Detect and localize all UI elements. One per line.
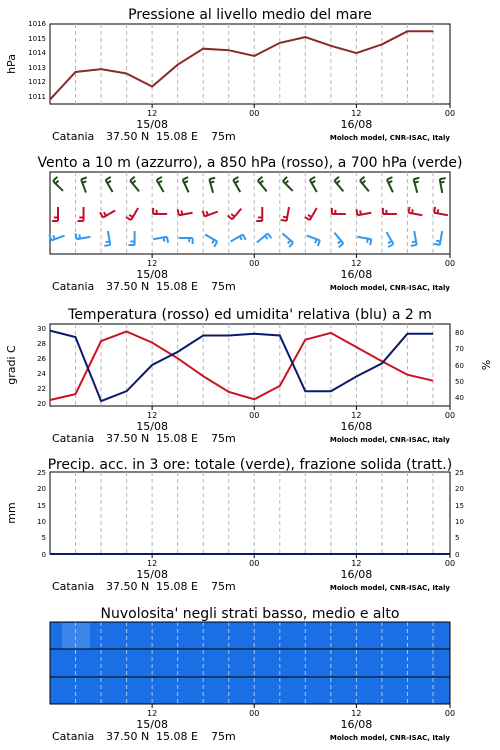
pressure-point xyxy=(100,68,102,70)
precip-x-axis xyxy=(52,554,455,593)
date-label: 16/08 xyxy=(340,718,373,731)
barb-feather xyxy=(53,235,54,239)
barb-feather xyxy=(440,182,444,183)
barb-feather xyxy=(164,237,165,241)
barb-feather xyxy=(409,207,410,213)
x-tick-label: 12 xyxy=(147,411,158,420)
temperature-ytick: 30 xyxy=(37,325,46,333)
wind-grid xyxy=(76,172,433,254)
x-tick-label: 12 xyxy=(147,109,158,118)
site-lon: 15.08 E xyxy=(156,730,198,743)
barb-feather xyxy=(130,177,135,181)
precip-ytick-right: 25 xyxy=(455,469,464,477)
barb-feather xyxy=(360,177,365,181)
pressure-point xyxy=(407,30,409,32)
wind-barb-10-m xyxy=(434,231,442,245)
temperature-ytick: 26 xyxy=(37,355,46,363)
wind-barb-700-hpa xyxy=(157,177,164,192)
wind-barb-700-hpa xyxy=(334,177,343,192)
wind-barb-850-hpa xyxy=(52,207,58,221)
pressure-point xyxy=(381,44,383,46)
site-alt: 75m xyxy=(211,280,236,293)
barb-feather xyxy=(360,210,361,214)
wind-barb-700-hpa xyxy=(258,177,267,192)
precip-ytick-right: 10 xyxy=(455,518,464,526)
barb-feather xyxy=(158,181,162,183)
x-tick-label: 00 xyxy=(444,559,456,568)
humidity-ytick: 50 xyxy=(455,378,464,386)
wind-barb-850-hpa xyxy=(281,207,289,221)
site-lon: 15.08 E xyxy=(156,280,198,293)
cloud-cover-fill xyxy=(50,622,450,704)
pressure-point xyxy=(202,48,204,50)
date-label: 15/08 xyxy=(136,118,168,131)
barb-feather xyxy=(126,217,131,220)
wind-barb-850-hpa xyxy=(126,208,138,220)
wind-barb-700-hpa xyxy=(414,178,420,193)
barb-feather xyxy=(178,209,179,215)
wind-barb-10-m xyxy=(129,231,135,245)
temperature-x-axis xyxy=(52,406,455,445)
barb-feather xyxy=(106,241,110,242)
barb-feather xyxy=(82,181,86,182)
pressure-point xyxy=(126,73,128,75)
pressure-point xyxy=(151,86,153,88)
barb-feather xyxy=(233,177,238,180)
pressure-title: Pressione al livello medio del mare xyxy=(128,7,372,23)
precip-ytick: 20 xyxy=(37,485,46,493)
pressure-point xyxy=(356,52,358,54)
wind-barb-10-m xyxy=(231,235,246,242)
barb-feather xyxy=(283,217,287,218)
wind-title: Vento a 10 m (azzurro), a 850 hPa (rosso), a 700 hPa (verde) xyxy=(37,155,463,171)
barb-shaft xyxy=(414,231,416,245)
barb-shaft xyxy=(205,235,217,242)
barb-feather xyxy=(167,237,168,243)
barb-feather xyxy=(337,181,340,184)
barb-feather xyxy=(209,178,215,180)
barb-feather xyxy=(281,220,287,221)
barb-feather xyxy=(414,178,420,180)
barb-shaft xyxy=(283,181,293,191)
precip-y-ticks-right xyxy=(455,469,464,559)
wind-barb-850-hpa xyxy=(305,208,317,220)
barb-feather xyxy=(285,181,288,184)
x-tick-label: 00 xyxy=(249,259,260,268)
wind-barb-850-hpa xyxy=(256,207,262,221)
date-label: 15/08 xyxy=(136,268,168,281)
barb-feather xyxy=(367,239,368,243)
temperature-ytick: 24 xyxy=(37,370,46,378)
date-label: 15/08 xyxy=(136,420,168,433)
wind-barb-700-hpa xyxy=(209,178,215,193)
barb-feather xyxy=(100,212,103,217)
barb-feather xyxy=(438,209,439,213)
wind-barb-10-m xyxy=(49,235,64,241)
site-lat: 37.50 N xyxy=(106,580,150,593)
pressure-ytick: 1015 xyxy=(28,35,46,43)
barb-feather xyxy=(308,215,312,217)
site-name: Catania xyxy=(52,432,95,445)
barb-feather xyxy=(106,177,111,180)
barb-feather xyxy=(107,181,111,183)
barb-feather xyxy=(362,181,365,184)
site-lat: 37.50 N xyxy=(106,130,150,143)
precip-ytick-right: 15 xyxy=(455,502,464,510)
model-credit: Moloch model, CNR-ISAC, Italy xyxy=(329,734,450,742)
wind-barb-10-m xyxy=(411,231,417,246)
wind-barb-850-hpa xyxy=(332,208,346,214)
barb-feather xyxy=(283,177,287,181)
barb-shaft xyxy=(179,213,193,215)
wind-barb-10-m xyxy=(334,233,343,248)
site-lon: 15.08 E xyxy=(156,580,198,593)
barb-feather xyxy=(412,241,416,242)
wind-barb-700-hpa xyxy=(53,177,63,191)
barb-feather xyxy=(157,177,162,180)
x-tick-label: 00 xyxy=(249,709,260,718)
barb-feather xyxy=(412,209,413,213)
x-tick-label: 00 xyxy=(444,259,456,268)
date-label: 15/08 xyxy=(136,718,168,731)
date-label: 16/08 xyxy=(340,420,373,433)
barb-shaft xyxy=(409,213,423,215)
barb-feather xyxy=(288,240,291,243)
wind-barb-10-m xyxy=(179,238,193,244)
pressure-y-ticks xyxy=(28,20,46,101)
site-lon: 15.08 E xyxy=(156,432,198,445)
wind-barb-700-hpa xyxy=(233,177,240,192)
barb-shaft xyxy=(232,209,241,220)
barb-feather xyxy=(104,212,106,216)
barb-shaft xyxy=(357,237,371,239)
barb-feather xyxy=(388,244,393,247)
wind-barb-850-hpa xyxy=(100,211,115,218)
x-tick-label: 12 xyxy=(351,559,362,568)
barb-feather xyxy=(104,245,110,246)
precip-panel xyxy=(5,457,464,593)
barb-shaft xyxy=(287,207,289,221)
barb-feather xyxy=(214,242,217,247)
pressure-point xyxy=(305,36,307,38)
precip-ytick: 25 xyxy=(37,469,46,477)
temperature-y-ticks xyxy=(37,325,46,408)
site-name: Catania xyxy=(52,280,95,293)
date-label: 16/08 xyxy=(340,568,373,581)
pressure-point xyxy=(279,42,281,44)
pressure-point xyxy=(330,45,332,47)
site-lon: 15.08 E xyxy=(156,130,198,143)
barb-shaft xyxy=(153,237,167,239)
site-name: Catania xyxy=(52,580,95,593)
pressure-grid xyxy=(76,24,433,104)
site-alt: 75m xyxy=(211,730,236,743)
barb-feather xyxy=(53,177,57,181)
barb-shaft xyxy=(108,231,110,245)
barb-feather xyxy=(79,234,80,238)
pressure-point xyxy=(253,55,255,57)
pressure-x-axis xyxy=(52,104,455,143)
precip-title: Precip. acc. in 3 ore: totale (verde), frazione solida (tratt.) xyxy=(47,457,453,473)
date-label: 15/08 xyxy=(136,568,168,581)
barb-feather xyxy=(434,207,435,213)
temperature-series xyxy=(50,331,433,402)
barb-shaft xyxy=(53,181,63,191)
cloud-x-axis xyxy=(52,704,455,743)
wind-barb-700-hpa xyxy=(183,177,189,192)
barb-shaft xyxy=(307,236,320,241)
barb-shaft xyxy=(434,213,448,215)
site-alt: 75m xyxy=(211,432,236,445)
barb-feather xyxy=(310,177,315,180)
barb-feather xyxy=(129,215,133,217)
barb-shaft xyxy=(77,237,91,239)
pressure-series xyxy=(49,30,434,100)
site-lat: 37.50 N xyxy=(106,432,150,445)
barb-feather xyxy=(388,181,392,183)
barb-feather xyxy=(370,239,371,245)
x-tick-label: 12 xyxy=(351,709,362,718)
wind-barb-850-hpa xyxy=(153,208,167,214)
pressure-ytick: 1014 xyxy=(28,49,46,57)
x-tick-label: 12 xyxy=(351,259,362,268)
wind-barb-700-hpa xyxy=(440,178,446,193)
model-credit: Moloch model, CNR-ISAC, Italy xyxy=(329,284,450,292)
precip-plot-frame xyxy=(50,472,450,554)
model-credit: Moloch model, CNR-ISAC, Italy xyxy=(329,436,450,444)
wind-barb-10-m xyxy=(307,236,320,246)
barb-feather xyxy=(181,210,182,214)
x-tick-label: 12 xyxy=(351,411,362,420)
pressure-ytick: 1013 xyxy=(28,64,46,72)
wind-barb-850-hpa xyxy=(203,211,218,217)
humidity-y-ticks xyxy=(455,329,464,402)
barb-feather xyxy=(415,182,419,183)
barb-feather xyxy=(184,181,188,183)
cloud-title: Nuvolosita' negli strati basso, medio e alto xyxy=(100,606,400,622)
precip-ytick: 15 xyxy=(37,502,46,510)
temperature-panel xyxy=(5,307,493,445)
pressure-point xyxy=(49,99,51,101)
barb-shaft xyxy=(357,213,371,215)
model-credit: Moloch model, CNR-ISAC, Italy xyxy=(329,134,450,142)
barb-shaft xyxy=(282,234,293,243)
humidity-ylabel: % xyxy=(480,359,493,371)
pressure-point xyxy=(228,49,230,51)
barb-feather xyxy=(338,241,341,244)
x-tick-label: 00 xyxy=(249,559,260,568)
site-name: Catania xyxy=(52,730,95,743)
barb-feather xyxy=(315,239,316,243)
wind-barb-700-hpa xyxy=(81,177,87,192)
humidity-ytick: 60 xyxy=(455,362,464,370)
barb-feather xyxy=(334,177,339,181)
barb-feather xyxy=(356,209,357,215)
wind-barb-700-hpa xyxy=(360,177,369,192)
pressure-ytick: 1016 xyxy=(28,20,46,28)
wind-panel xyxy=(37,155,462,293)
precip-ytick-right: 0 xyxy=(455,551,460,559)
wind-barb-850-hpa xyxy=(434,207,448,215)
barb-feather xyxy=(243,235,246,240)
precip-ytick-right: 5 xyxy=(455,534,460,542)
wind-barb-10-m xyxy=(282,234,293,248)
x-tick-label: 00 xyxy=(444,109,456,118)
barb-feather xyxy=(411,245,417,246)
wind-barbs xyxy=(49,177,448,247)
barb-feather xyxy=(210,182,214,183)
wind-barb-850-hpa xyxy=(228,209,242,220)
barb-feather xyxy=(387,177,392,180)
barb-feather xyxy=(265,236,268,239)
wind-barb-10-m xyxy=(104,231,110,246)
barb-feather xyxy=(258,177,263,181)
precip-y-ticks xyxy=(37,469,46,559)
barb-feather xyxy=(268,234,272,239)
barb-shaft xyxy=(310,208,317,220)
barb-feather xyxy=(260,181,263,184)
temperature-ylabel: gradi C xyxy=(5,345,18,385)
barb-feather xyxy=(434,244,440,245)
temperature-ytick: 28 xyxy=(37,340,46,348)
barb-feather xyxy=(240,236,242,240)
barb-feather xyxy=(388,241,392,243)
barb-feather xyxy=(56,181,59,184)
barb-shaft xyxy=(440,231,442,245)
humidity-ytick: 40 xyxy=(455,394,464,402)
barb-feather xyxy=(206,211,207,215)
site-lat: 37.50 N xyxy=(106,280,150,293)
site-name: Catania xyxy=(52,130,95,143)
precip-ytick-right: 20 xyxy=(455,485,464,493)
x-tick-label: 12 xyxy=(147,709,158,718)
pressure-panel xyxy=(5,7,455,143)
wind-barb-10-m xyxy=(357,237,371,245)
wind-barb-850-hpa xyxy=(409,207,423,215)
barb-feather xyxy=(289,242,293,247)
precip-ytick: 5 xyxy=(41,534,46,542)
x-tick-label: 12 xyxy=(147,259,158,268)
humidity-line xyxy=(50,331,433,402)
barb-feather xyxy=(436,241,440,242)
x-tick-label: 12 xyxy=(351,109,362,118)
barb-feather xyxy=(81,177,87,179)
barb-feather xyxy=(339,243,344,247)
site-alt: 75m xyxy=(211,580,236,593)
wind-barb-10-m xyxy=(76,233,91,239)
site-alt: 75m xyxy=(211,130,236,143)
barb-feather xyxy=(212,240,214,244)
temperature-title: Temperatura (rosso) ed umidita' relativa (blu) a 2 m xyxy=(68,307,432,323)
pressure-ytick: 1012 xyxy=(28,78,46,86)
humidity-ytick: 80 xyxy=(455,329,464,337)
temperature-ytick: 20 xyxy=(37,400,46,408)
wind-barb-700-hpa xyxy=(387,177,393,192)
x-tick-label: 00 xyxy=(444,709,456,718)
pressure-ylabel: hPa xyxy=(5,54,18,74)
x-tick-label: 00 xyxy=(249,109,260,118)
wind-barb-850-hpa xyxy=(356,209,371,215)
wind-barb-10-m xyxy=(386,232,393,247)
wind-barb-850-hpa xyxy=(383,208,397,214)
wind-barb-850-hpa xyxy=(178,209,193,215)
precip-grid xyxy=(76,472,433,554)
barb-feather xyxy=(235,181,239,183)
barb-shaft xyxy=(131,208,138,220)
barb-feather xyxy=(305,217,310,220)
wind-barb-10-m xyxy=(205,235,217,247)
precip-ytick: 10 xyxy=(37,518,46,526)
wind-x-axis xyxy=(52,254,455,293)
humidity-ytick: 70 xyxy=(455,345,464,353)
wind-barb-700-hpa xyxy=(283,177,293,191)
wind-barb-10-m xyxy=(153,237,168,243)
pressure-line xyxy=(50,31,433,99)
pressure-point xyxy=(432,30,434,32)
date-label: 16/08 xyxy=(340,268,373,281)
barb-feather xyxy=(318,240,320,246)
model-credit: Moloch model, CNR-ISAC, Italy xyxy=(329,584,450,592)
pressure-ytick: 1011 xyxy=(28,93,46,101)
pressure-point xyxy=(75,71,77,73)
barb-feather xyxy=(312,181,316,183)
wind-barb-10-m xyxy=(257,234,272,243)
barb-feather xyxy=(132,181,135,184)
site-lat: 37.50 N xyxy=(106,730,150,743)
x-tick-label: 12 xyxy=(147,559,158,568)
x-tick-label: 00 xyxy=(444,411,456,420)
barb-shaft xyxy=(440,179,442,193)
x-tick-label: 00 xyxy=(249,411,260,420)
cloud-panel xyxy=(50,606,455,743)
pressure-plot-frame xyxy=(50,24,450,104)
wind-barb-700-hpa xyxy=(130,177,139,192)
precip-ylabel: mm xyxy=(5,502,18,524)
wind-barb-850-hpa xyxy=(78,207,84,221)
temperature-ytick: 22 xyxy=(37,385,46,393)
barb-feather xyxy=(440,178,446,179)
wind-barb-700-hpa xyxy=(310,177,317,192)
barb-feather xyxy=(183,177,188,180)
wind-barb-700-hpa xyxy=(106,177,113,192)
barb-feather xyxy=(76,233,77,239)
precip-ytick: 0 xyxy=(41,551,46,559)
barb-feather xyxy=(231,214,234,217)
pressure-point xyxy=(177,64,179,66)
date-label: 16/08 xyxy=(340,118,373,131)
